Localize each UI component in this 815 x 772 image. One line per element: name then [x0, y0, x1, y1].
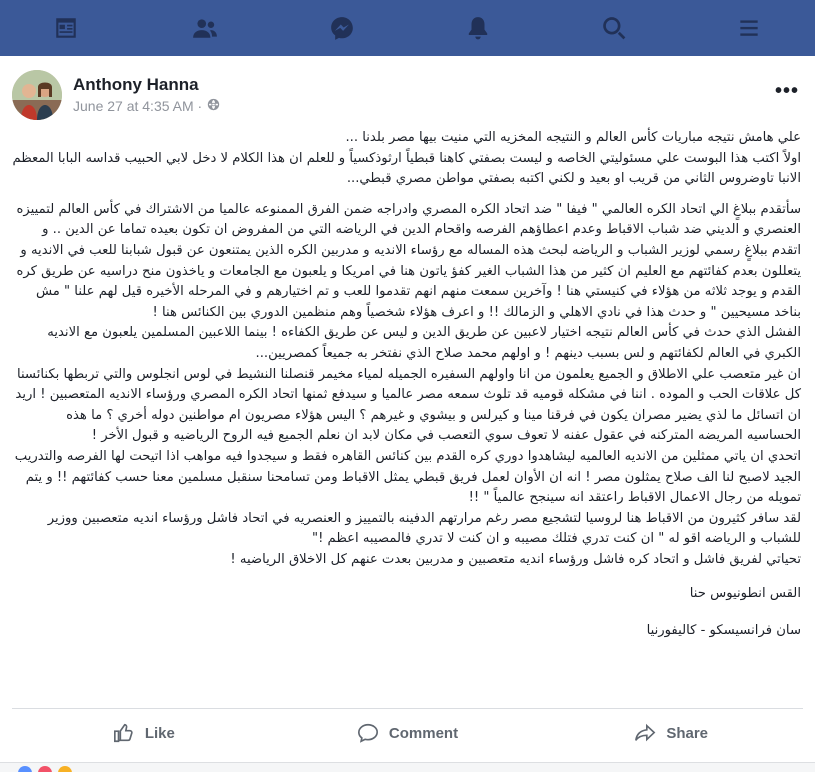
search-icon[interactable]: [596, 10, 632, 46]
messenger-icon[interactable]: [324, 10, 360, 46]
post-timestamp[interactable]: June 27 at 4:35 AM ·: [73, 98, 203, 114]
reaction-love-icon: [38, 766, 52, 772]
share-button[interactable]: [539, 713, 803, 753]
post-paragraph: علي هامش نتيجه مباريات كأس العالم و النتيجه المخزيه التي منيت بيها مصر بلدنا ...: [345, 130, 801, 145]
post-paragraph: تحياتي لفريق فاشل و اتحاد كره فاشل ورؤساء انديه متعصبين و مدربين بعدت عنهم كل الاخلاق الرياضيه !: [230, 551, 801, 567]
share-icon: [634, 722, 656, 744]
post-paragraph: ان غير متعصب علي الاطلاق و الجميع يعلمون من انا واولهم السفيره الجميله لمياء مخيمر قنصلنا النشيط في لوس انجلوس والتي تربطها بكنائسنا كل علاقات الحب و الموده . اننا في مشكله قوميه قد تلوث سمعه مصر عالميا و سيدفع ثمنها اتحاد الكره المصري ورؤساء الانديه المتعصبين ! اريد ان اتسائل ما لذي يضير مصران يكون في فرقنا مينا و كيرلس و بيشوي و غيرهم ؟ اليس هؤلاء مصريون ام مواطنين دوله أخري ؟ ما هذه الحساسيه المريضه المتركنه في عقول عفنه لا تعوف سوي التعصب في مكان لابد ان نعلم الجميع فيه الروح الرياضيه و قبول الأخر !: [15, 366, 801, 444]
next-post-reactions: [18, 766, 278, 772]
globe-icon: [207, 98, 220, 114]
avatar-photo-icon: [12, 70, 62, 120]
like-icon: [113, 722, 135, 744]
post-paragraph: الفشل الذي حدث في كأس العالم نتيجه اختيار لاعبين عن طريق الدين و ليس عن طريق الكفاءه ! بينما اللاعبين المسلمين يلعبون مع الانديه الكبري في العالم لكفائتهم و لس بسبب دينهم ! و اولهم محمد صلاح الذي نفتخر به جميعاً كمصريين...: [47, 325, 801, 361]
comment-label: Comment: [388, 724, 459, 742]
next-post-sliver: [0, 763, 815, 772]
avatar[interactable]: [12, 70, 62, 120]
reaction-like-icon: [18, 766, 32, 772]
post-signature-place: سان فرانسيسكو - كاليفورنيا: [646, 623, 801, 639]
post-meta: [73, 98, 220, 114]
comment-icon: [357, 722, 379, 744]
comment-button[interactable]: [276, 713, 540, 753]
post-paragraph: اتحدي ان ياتي ممثلين من الانديه العالميه ليشاهدوا دوري كره القدم بين كنائس القاهره فقط و سيجدوا فيه مواهب اذا اتيحت لها الفرصه والتدريب الجيد لاصبح لنا الف صلاح يمثلون مصر ! انه ان الأوان لعمل فريق قبطي يمثل الاقباط ومن تسامحنا سنقبل مسلمين معنا حسب كفائتهم !! و يتم تمويله من رجال الاعمال الاقباط راعتقد انه سينجح عالمياً " !!: [14, 448, 801, 506]
share-label: Share: [666, 724, 709, 742]
like-button[interactable]: [12, 713, 276, 753]
post-text: [11, 128, 801, 642]
post-author-name[interactable]: Anthony Hanna: [73, 75, 199, 94]
notifications-icon[interactable]: [460, 10, 496, 46]
top-nav-bar: [0, 0, 815, 56]
post-paragraph: سأتقدم ببلاغٍ الي اتحاد الكره العالمي " فيفا " ضد اتحاد الكره المصري وادراجه ضمن الفرق الممنوعه عالميا من الاشتراك في كأس العالم لتمييزه العنصري و الديني ضد شباب الاقباط وعدم اعطاؤهم الفرصه واقحام الدين في الرياضه التي من المفروض ان تكون بعيده تماما عن الدين .. و اتقدم ببلاغٍ رسمي لوزير الشباب و الرياضه لبحث هذه المساله مع رؤساء الانديه و مدربين الكره الذين يمتنعون عن قبول شبابنا للعب في الانديه و يتعللون بعدم كفائتهم مع العليم ان كثير من هذا الشباب الغير كفؤ ياتون هنا في امريكا و يلعبون مع الجامعات و ياخذون منح دراسيه عن طريق كره القدم و يوجد ثلاثه من هؤلاء في كنيستي هنا ! وآخرين سمعت منهم انهم تقدموا للعب و تم اختيارهم و في المرحله الأخيره قيل لهم علنا " مش بناخد مسيحيين " و حدث هذا في نادي الاهلي و الزمالك !! و اعرف هؤلاء شخصياً وهم منظمين الدوري بين الكنائس هنا !: [16, 201, 801, 320]
post-card: [0, 56, 815, 763]
news-feed-icon[interactable]: [48, 10, 84, 46]
more-options-icon[interactable]: •••: [774, 80, 799, 102]
menu-icon[interactable]: [731, 10, 767, 46]
friends-icon[interactable]: [187, 10, 223, 46]
post-signature-name: القس انطونيوس حنا: [689, 586, 801, 602]
post-actions-bar: [12, 713, 803, 753]
like-label: Like: [144, 724, 175, 742]
actions-divider: [12, 708, 803, 709]
reaction-haha-icon: [58, 766, 72, 772]
post-paragraph: لقد سافر كثيرون من الاقباط هنا لروسيا لتشجيع مصر رغم مرارتهم الدفينه بالتمييز و العنصريه في اتحاد فاشل ورؤساء انديه متعصبين ووزير للشباب و الرياضه اقو له " ان كنت تدري فتلك مصيبه و ان كنت لا تدري فالمصيبه اعظم !": [47, 510, 801, 547]
post-paragraph: اولاً اكتب هذا البوست علي مسئوليتي الخاصه و ليست بصفتي كاهنا قبطياً ارثوذكسياً و للعلم ان هذا الكلام لا دخل لابي الحبيب قداسه البابا المعظم الانبا تاوضروس الثاني من قريب او بعيد و لكني اكتبه بصفتي مواطن مصري قبطي...: [12, 150, 801, 187]
